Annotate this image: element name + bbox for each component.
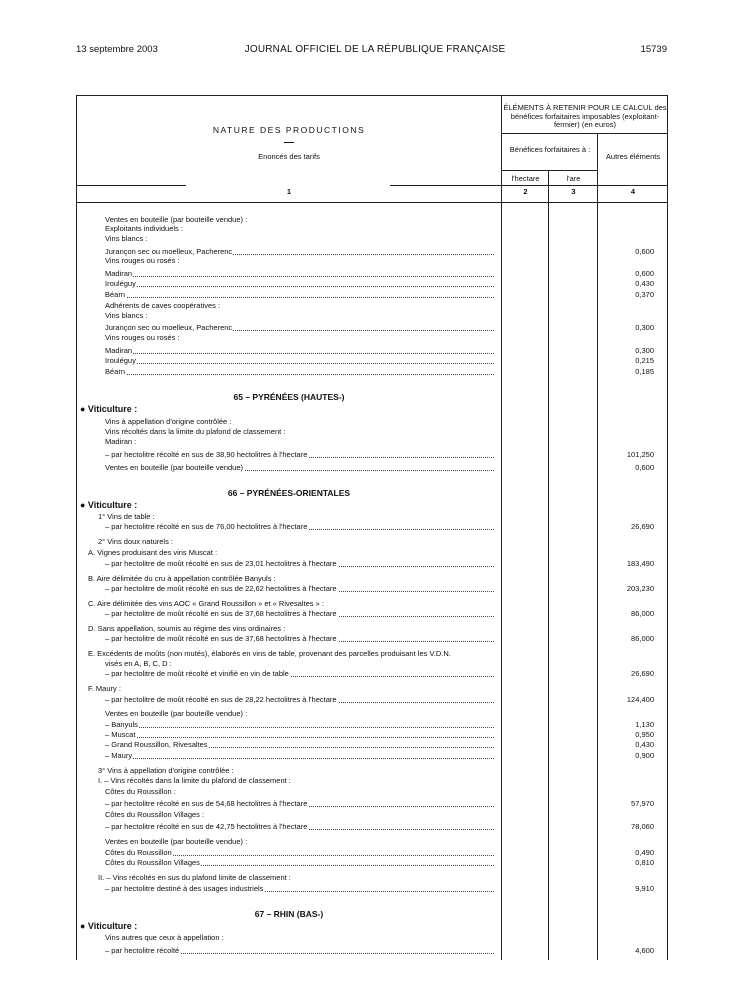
table-row [0,776,750,786]
table-row [0,584,750,594]
row-label: visés en A, B, C, D : [105,659,172,668]
leader-dots [105,758,494,759]
leader-dots [105,363,494,364]
row-label: B. Aire délimitée du cru à appellation contrôlée Banyuls : [88,574,276,583]
row-label: Vins blancs : [105,234,148,243]
header-column-3-number: 3 [571,187,576,196]
table-row [0,537,750,547]
row-label: Béarn [105,290,126,299]
viticulture-heading-text: ● Viticulture : [80,500,138,510]
table-row [0,709,750,719]
row-label: – par hectolitre de moût récolté en sus de 23,01 hectolitres à l'hectare [105,559,337,568]
row-label: – par hectolitre récolté en sus de 38,90 hectolitres à l'hectare [105,450,308,459]
row-label: Exploitants individuels : [105,224,183,233]
leader-dots [105,374,494,375]
table-row [0,634,750,644]
table-row [0,437,750,447]
row-label: A. Vignes produisant des vins Muscat : [88,548,218,557]
row-value-autres-elements: 26,690 [631,669,654,678]
row-label: 2° Vins doux naturels : [98,537,173,546]
table-row [0,463,750,473]
row-value-autres-elements: 0,950 [635,730,654,739]
row-label: – par hectolitre récolté [105,946,180,955]
table-row [0,848,750,858]
table-row [0,548,750,558]
row-value-autres-elements: 86,000 [631,609,654,618]
row-label: Ventes en bouteille (par bouteille vendue) : [105,215,248,224]
header-dash: — [284,137,294,148]
row-label: Jurançon sec ou moelleux, Pacherenc [105,323,233,332]
row-label: Irouléguy [105,279,136,288]
viticulture-heading [0,921,750,931]
row-label: Madiran : [105,437,137,446]
table-row [0,695,750,705]
row-label: Béarn [105,367,126,376]
row-label: – par hectolitre destiné à des usages industriels [105,884,264,893]
table-row [0,599,750,609]
row-value-autres-elements: 1,130 [635,720,654,729]
table-row [0,751,750,761]
table-row [0,234,750,244]
row-label: Vins rouges ou rosés : [105,333,180,342]
header-per-hectare: l'hectare [511,174,540,183]
table-row [0,356,750,366]
row-label: II. – Vins récoltés en sus du plafond limite de classement : [98,873,291,882]
table-row [0,669,750,679]
row-label: F. Maury : [88,684,121,693]
row-label: Ventes en bouteille (par bouteille vendue) : [105,709,248,718]
row-label: Irouléguy [105,356,136,365]
table-row [0,730,750,740]
section-heading [0,392,750,402]
row-label: 1° Vins de table : [98,512,155,521]
table-row [0,933,750,943]
table-row [0,574,750,584]
viticulture-heading-text: ● Viticulture : [80,404,138,414]
table-row [0,346,750,356]
table-row [0,269,750,279]
table-row [0,256,750,266]
row-value-autres-elements: 0,600 [635,269,654,278]
table-row [0,301,750,311]
row-value-autres-elements: 4,600 [635,946,654,955]
leader-dots [105,297,494,298]
row-label: – par hectolitre récolté en sus de 76,00 hectolitres à l'hectare [105,522,308,531]
table-row [0,323,750,333]
table-row [0,837,750,847]
row-label: Côtes du Roussillon [105,848,172,857]
row-value-autres-elements: 0,600 [635,463,654,472]
header-enonces-des-tarifs: Enoncés des tarifs [258,152,320,161]
row-value-autres-elements: 183,490 [626,559,654,568]
row-label: – par hectolitre de moût récolté en sus de 28,22 hectolitres à l'hectare [105,695,337,704]
row-value-autres-elements: 124,400 [626,695,654,704]
section-heading [0,488,750,498]
row-value-autres-elements: 101,250 [626,450,654,459]
header-number-divider-mid [390,185,502,186]
row-value-autres-elements: 0,430 [635,740,654,749]
row-label: – Grand Roussillon, Rivesaltes [105,740,208,749]
leader-dots [105,276,494,277]
row-value-autres-elements: 0,215 [635,356,654,365]
row-label: Madiran [105,269,133,278]
row-label: Côtes du Roussillon Villages [105,858,200,867]
table-row [0,522,750,532]
table-row [0,858,750,868]
table-row [0,417,750,427]
header-benefices-forfaitaires: Bénéfices forfaitaires à : [509,145,591,154]
row-value-autres-elements: 0,490 [635,848,654,857]
section-heading-text: 65 – PYRÉNÉES (HAUTES-) [233,392,345,402]
header-group-divider [502,133,668,134]
row-value-autres-elements: 0,185 [635,367,654,376]
header-nature-des-productions: NATURE DES PRODUCTIONS [212,125,366,135]
row-value-autres-elements: 0,900 [635,751,654,760]
viticulture-heading-text: ● Viticulture : [80,921,138,931]
table-row [0,649,750,659]
header-column-2-number: 2 [523,187,528,196]
table-row [0,224,750,234]
row-label: – par hectolitre de moût récolté en sus de 37,68 hectolitres à l'hectare [105,609,337,618]
row-label: – par hectolitre de moût récolté en sus de 37,68 hectolitres à l'hectare [105,634,337,643]
table-row [0,659,750,669]
row-label: E. Excédents de moûts (non mutés), élaborés en vins de table, provenant des parcelles produisant les V.D.N. [88,649,451,658]
row-label: Adhérents de caves coopératives : [105,301,221,310]
table-row [0,367,750,377]
section-heading [0,909,750,919]
table-header-bottom-border [76,202,668,203]
row-value-autres-elements: 26,690 [631,522,654,531]
row-label: I. – Vins récoltés dans la limite du plafond de classement : [98,776,291,785]
header-date: 13 septembre 2003 [76,44,158,55]
row-label: Côtes du Roussillon : [105,787,176,796]
row-label: – Maury [105,751,133,760]
table-row [0,624,750,634]
row-label: Vins autres que ceux à appellation : [105,933,224,942]
header-per-are: l'are [566,174,581,183]
row-label: Vins à appellation d'origine contrôlée : [105,417,232,426]
row-label: D. Sans appellation, soumis au régime des vins ordinaires : [88,624,286,633]
row-label: Vins blancs : [105,311,148,320]
row-value-autres-elements: 0,600 [635,247,654,256]
table-row [0,609,750,619]
row-label: Madiran [105,346,133,355]
row-value-autres-elements: 78,060 [631,822,654,831]
row-value-autres-elements: 0,300 [635,323,654,332]
table-row [0,279,750,289]
table-top-border [76,95,668,96]
table-row [0,766,750,776]
row-label: Jurançon sec ou moelleux, Pacherenc [105,247,233,256]
leader-dots [105,353,494,354]
leader-dots [105,286,494,287]
row-label: Ventes en bouteille (par bouteille vendue) : [105,837,248,846]
header-elements-a-retenir: ÉLÉMENTS À RETENIR POUR LE CALCUL des bénéfices forfaitaires imposables (exploitant-fermier) (en euros) [503,103,667,129]
table-row [0,810,750,820]
table-row [0,427,750,437]
table-row [0,684,750,694]
header-number-divider [502,185,668,186]
header-column-4-number: 4 [630,187,636,196]
table-row [0,873,750,883]
leader-dots [105,727,494,728]
table-row [0,822,750,832]
row-label: – Banyuls [105,720,138,729]
table-row [0,512,750,522]
row-label: – Muscat [105,730,136,739]
row-label: – par hectolitre de moût récolté en sus de 22,62 hectolitres à l'hectare [105,584,337,593]
row-value-autres-elements: 86,000 [631,634,654,643]
leader-dots [105,737,494,738]
row-label: C. Aire délimitée des vins AOC « Grand Roussillon » et « Rivesaltes » : [88,599,324,608]
header-column-1-number: 1 [286,187,292,196]
row-label: – par hectolitre récolté en sus de 42,75 hectolitres à l'hectare [105,822,308,831]
header-page-number: 15739 [640,44,667,55]
viticulture-heading [0,404,750,414]
row-label: Ventes en bouteille (par bouteille vendue) [105,463,244,472]
row-value-autres-elements: 0,810 [635,858,654,867]
table-row [0,799,750,809]
row-label: – par hectolitre récolté en sus de 54,68 hectolitres à l'hectare [105,799,308,808]
row-label: Côtes du Roussillon Villages : [105,810,205,819]
header-number-divider-left [76,185,186,186]
table-row [0,311,750,321]
table-row [0,559,750,569]
table-row [0,720,750,730]
row-value-autres-elements: 57,970 [631,799,654,808]
row-value-autres-elements: 9,910 [635,884,654,893]
row-label: – par hectolitre de moût récolté et vinifié en vin de table [105,669,289,678]
table-row [0,884,750,894]
section-heading-text: 66 – PYRÉNÉES-ORIENTALES [227,488,351,498]
row-value-autres-elements: 0,300 [635,346,654,355]
header-benefices-divider [502,170,598,171]
table-row [0,333,750,343]
row-value-autres-elements: 0,430 [635,279,654,288]
table-row [0,787,750,797]
row-value-autres-elements: 203,230 [626,584,654,593]
row-label: Vins récoltés dans la limite du plafond de classement : [105,427,286,436]
table-row [0,450,750,460]
section-heading-text: 67 – RHIN (BAS-) [254,909,324,919]
table-row [0,946,750,956]
header-autres-elements: Autres éléments [605,152,661,161]
row-label: Vins rouges ou rosés : [105,256,180,265]
row-label: 3° Vins à appellation d'origine contrôlée : [98,766,234,775]
table-row [0,290,750,300]
viticulture-heading [0,500,750,510]
row-value-autres-elements: 0,370 [635,290,654,299]
table-row [0,740,750,750]
header-journal-title: JOURNAL OFFICIEL DE LA RÉPUBLIQUE FRANÇAISE [244,44,506,55]
